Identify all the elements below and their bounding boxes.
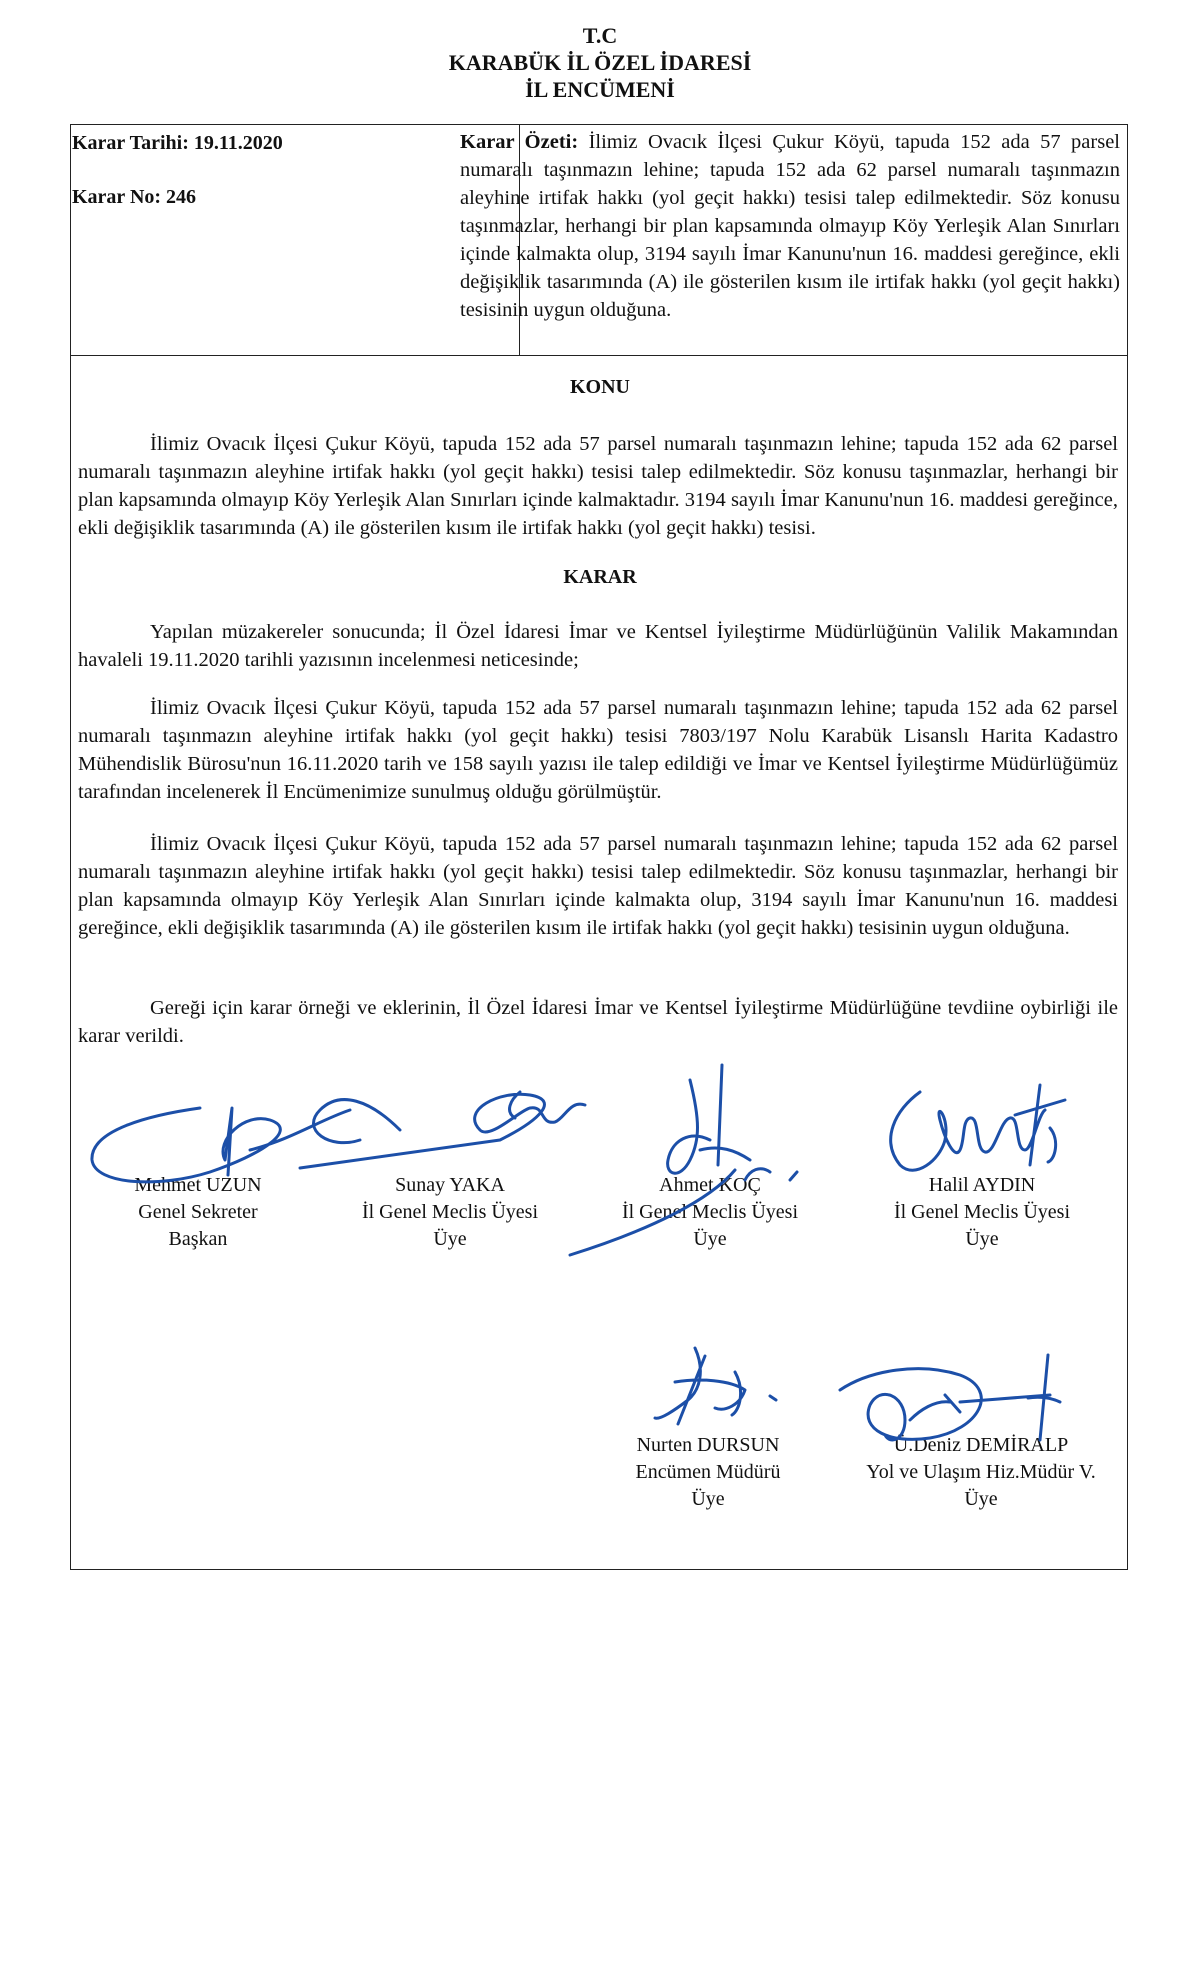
signatory-title: İl Genel Meclis Üyesi xyxy=(893,1201,1071,1223)
decision-summary xyxy=(460,128,1120,324)
signatory-title: Genel Sekreter xyxy=(138,1201,258,1223)
signatory-name: Halil AYDIN xyxy=(928,1174,1036,1196)
header-council: İL ENCÜMENİ xyxy=(525,77,675,102)
karar-paragraph-3: İlimiz Ovacık İlçesi Çukur Köyü, tapuda 152 ada 57 parsel numaralı taşınmazın lehine; tapuda 152 ada 62 parsel numaralı taşınmazın aleyhine irtifak hakkı (yol geçit hakkı) tesisi talep edilmektedir. Söz konusu taşınmazlar, herhangi bir plan kapsamında olmayıp Köy Yerleşik Alan Sınırları içinde kalmakta olup, 3194 sayılı İmar Kanunu'nun 16. maddesi gereğince, ekli değişiklik tasarımında (A) ile gösterilen kısım ile irtifak hakkı (yol geçit hakkı) tesisinin uygun olduğuna. xyxy=(78,833,1118,939)
signatory-name: Nurten DURSUN xyxy=(636,1434,780,1456)
signatory-role: Üye xyxy=(433,1228,467,1250)
signatory-block xyxy=(846,1432,1116,1513)
signatory-title: Yol ve Ulaşım Hiz.Müdür V. xyxy=(866,1461,1096,1483)
decision-number: Karar No: 246 xyxy=(72,186,197,208)
signatory-name: Ahmet KOÇ xyxy=(659,1174,761,1196)
signatory-block xyxy=(600,1172,820,1253)
signatory-name: Mehmet UZUN xyxy=(134,1174,262,1196)
konu-title: KONU xyxy=(570,376,630,398)
signatory-name: Sunay YAKA xyxy=(395,1174,505,1196)
signatory-role: Üye xyxy=(691,1488,725,1510)
signatory-block xyxy=(872,1172,1092,1253)
karar-paragraph-1: Yapılan müzakereler sonucunda; İl Özel İdaresi İmar ve Kentsel İyileştirme Müdürlüğünün Valilik Makamından havaleli 19.11.2020 tarihli yazısının incelenmesi neticesinde; xyxy=(78,621,1118,671)
signatory-role: Üye xyxy=(693,1228,727,1250)
signatory-title: İl Genel Meclis Üyesi xyxy=(621,1201,799,1223)
karar-paragraph-2: İlimiz Ovacık İlçesi Çukur Köyü, tapuda 152 ada 57 parsel numaralı taşınmazın lehine; tapuda 152 ada 62 parsel numaralı taşınmazın aleyhine irtifak hakkı (yol geçit hakkı) tesisi 7803/197 Nolu Karabük Lisanslı Harita Kadastro Mühendislik Bürosu'nun 16.11.2020 tarih ve 158 sayılı yazısı ile talep edildiği ve İmar ve Kentsel İyileştirme Müdürlüğümüz tarafından incelenerek İl Encümenimize sunulmuş olduğu görülmüştür. xyxy=(78,697,1118,803)
signatory-name: Ü.Deniz DEMİRALP xyxy=(893,1434,1069,1456)
signatory-block xyxy=(118,1172,278,1253)
signatory-block xyxy=(608,1432,808,1513)
karar-paragraph-4: Gereği için karar örneği ve eklerinin, İl Özel İdaresi İmar ve Kentsel İyileştirme Müdürlüğüne tevdiine oybirliği ile karar verildi. xyxy=(78,997,1118,1047)
header-institution: KARABÜK İL ÖZEL İDARESİ xyxy=(448,50,752,75)
header-line-tc: T.C xyxy=(582,23,618,48)
signatory-title: Encümen Müdürü xyxy=(635,1461,781,1483)
signatory-role: Üye xyxy=(964,1488,998,1510)
karar-title: KARAR xyxy=(563,566,637,588)
konu-paragraph: İlimiz Ovacık İlçesi Çukur Köyü, tapuda 152 ada 57 parsel numaralı taşınmazın lehine; tapuda 152 ada 62 parsel numaralı taşınmazın aleyhine irtifak hakkı (yol geçit hakkı) tesisi talep edilmektedir. Söz konusu taşınmazlar, herhangi bir plan kapsamında olmayıp Köy Yerleşik Alan Sınırları içinde kalmaktadır. 3194 sayılı İmar Kanunu'nun 16. maddesi gereğince, ekli değişiklik tasarımında (A) ile gösterilen kısım ile irtifak hakkı (yol geçit hakkı) tesisi. xyxy=(78,433,1118,539)
signatory-title: İl Genel Meclis Üyesi xyxy=(361,1201,539,1223)
decision-date: Karar Tarihi: 19.11.2020 xyxy=(72,132,283,154)
signatory-block xyxy=(340,1172,560,1253)
document-header xyxy=(0,22,1200,103)
signatory-role: Üye xyxy=(965,1228,999,1250)
summary-label: Karar Özeti: xyxy=(460,131,579,153)
summary-text: İlimiz Ovacık İlçesi Çukur Köyü, tapuda 152 ada 57 parsel numaralı taşınmazın lehine; tapuda 152 ada 62 parsel numaralı taşınmazın aleyhine irtifak hakkı (yol geçit hakkı) tesisi talep edilmektedir. Söz konusu taşınmazlar, herhangi bir plan kapsamında olmayıp Köy Yerleşik Alan Sınırları içinde kalmakta olup, 3194 sayılı İmar Kanunu'nun 16. maddesi gereğince, ekli değişiklik tasarımında (A) ile gösterilen kısım ile irtifak hakkı (yol geçit hakkı) tesisinin uygun olduğuna. xyxy=(460,131,1120,321)
signatory-role: Başkan xyxy=(168,1228,228,1250)
